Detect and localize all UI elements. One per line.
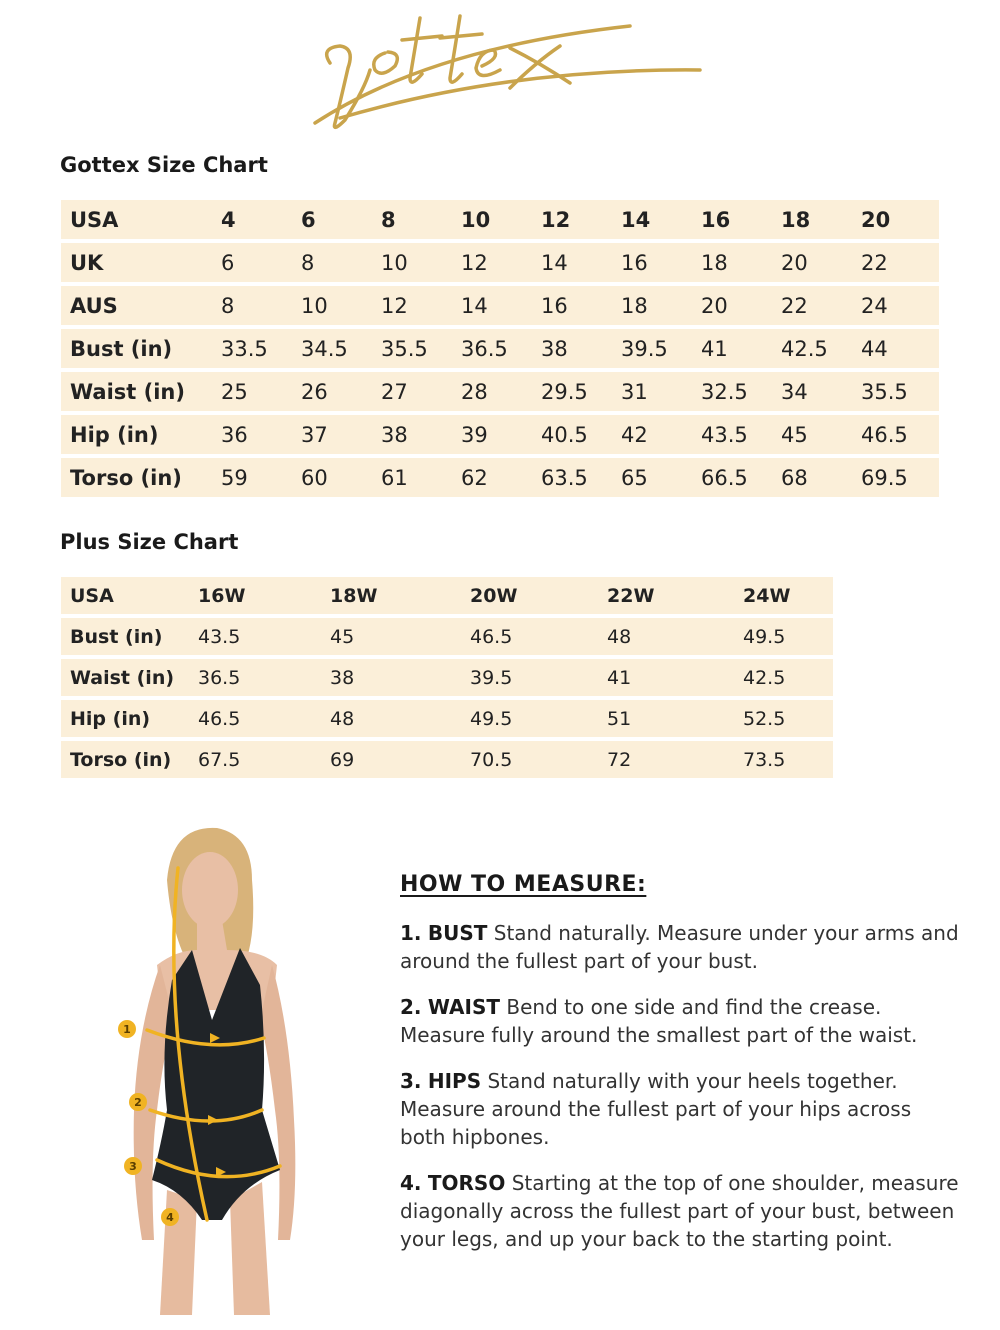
step-heading: WAIST <box>427 995 501 1019</box>
size-chart-table <box>61 196 939 501</box>
marker-4: 4 <box>166 1211 174 1224</box>
table-cell: 49.5 <box>743 618 833 655</box>
table-cell: 8 <box>301 243 381 282</box>
step-number: 2. <box>400 995 422 1019</box>
table-cell: 68 <box>781 458 861 497</box>
table-cell: 24 <box>861 286 939 325</box>
marker-3: 3 <box>129 1160 137 1173</box>
how-to-measure-title: HOW TO MEASURE: <box>400 872 647 897</box>
table-row <box>61 243 939 282</box>
table-cell: 37 <box>301 415 381 454</box>
step-number: 4. <box>400 1171 422 1195</box>
table-cell: 35.5 <box>861 372 939 411</box>
table-cell: 52.5 <box>743 700 833 737</box>
table-row <box>61 329 939 368</box>
table-cell: 69.5 <box>861 458 939 497</box>
table-cell: 46.5 <box>470 618 607 655</box>
table-cell: 4 <box>221 200 301 239</box>
table-cell: 60 <box>301 458 381 497</box>
table-cell: 67.5 <box>198 741 330 778</box>
row-label: Waist (in) <box>61 659 198 696</box>
table-cell: 18 <box>621 286 701 325</box>
table-cell: 46.5 <box>861 415 939 454</box>
table-cell: 41 <box>701 329 781 368</box>
table-cell: 34 <box>781 372 861 411</box>
table-cell: 24W <box>743 577 833 614</box>
step-text: Stand naturally. Measure under your arms and around the fullest part of your bust. <box>400 921 959 973</box>
row-label: Torso (in) <box>61 741 198 778</box>
table-cell: 49.5 <box>470 700 607 737</box>
table-cell: 34.5 <box>301 329 381 368</box>
step-torso <box>400 1169 960 1253</box>
table-cell: 8 <box>221 286 301 325</box>
table-cell: 39.5 <box>470 659 607 696</box>
step-waist <box>400 993 960 1049</box>
step-heading: HIPS <box>427 1069 482 1093</box>
plus-chart-title: Plus Size Chart <box>60 530 239 554</box>
table-cell: 72 <box>607 741 743 778</box>
table-cell: 41 <box>607 659 743 696</box>
gottex-logo <box>310 8 710 138</box>
row-label: UK <box>61 243 221 282</box>
table-cell: 66.5 <box>701 458 781 497</box>
table-cell: 31 <box>621 372 701 411</box>
table-cell: 39.5 <box>621 329 701 368</box>
table-cell: 73.5 <box>743 741 833 778</box>
table-cell: 26 <box>301 372 381 411</box>
row-label: Hip (in) <box>61 700 198 737</box>
table-cell: 16 <box>621 243 701 282</box>
table-cell: 12 <box>541 200 621 239</box>
step-text: Starting at the top of one shoulder, measure diagonally across the fullest part of your bust, between your legs, and up your back to the starting point. <box>400 1171 959 1251</box>
table-cell: 62 <box>461 458 541 497</box>
table-cell: 28 <box>461 372 541 411</box>
row-label: Bust (in) <box>61 329 221 368</box>
table-cell: 20 <box>781 243 861 282</box>
table-cell: 42 <box>621 415 701 454</box>
table-cell: 42.5 <box>781 329 861 368</box>
table-row <box>61 659 833 696</box>
table-cell: 33.5 <box>221 329 301 368</box>
table-cell: 32.5 <box>701 372 781 411</box>
table-cell: 22W <box>607 577 743 614</box>
table-cell: 43.5 <box>198 618 330 655</box>
table-row <box>61 200 939 239</box>
row-label: USA <box>61 200 221 239</box>
table-cell: 14 <box>461 286 541 325</box>
size-chart-title: Gottex Size Chart <box>60 153 268 177</box>
step-heading: TORSO <box>427 1171 506 1195</box>
table-row <box>61 618 833 655</box>
table-cell: 43.5 <box>701 415 781 454</box>
table-cell: 16 <box>701 200 781 239</box>
step-text: Bend to one side and find the crease. Measure fully around the smallest part of the waist. <box>400 995 918 1047</box>
table-cell: 29.5 <box>541 372 621 411</box>
table-cell: 36.5 <box>461 329 541 368</box>
step-hips <box>400 1067 960 1151</box>
table-row <box>61 700 833 737</box>
table-cell: 36 <box>221 415 301 454</box>
table-cell: 12 <box>381 286 461 325</box>
table-row <box>61 415 939 454</box>
row-label: Bust (in) <box>61 618 198 655</box>
table-cell: 18 <box>701 243 781 282</box>
table-cell: 70.5 <box>470 741 607 778</box>
step-number: 1. <box>400 921 422 945</box>
how-to-measure-section <box>400 872 960 1271</box>
table-cell: 22 <box>861 243 939 282</box>
table-cell: 63.5 <box>541 458 621 497</box>
table-cell: 16 <box>541 286 621 325</box>
table-cell: 44 <box>861 329 939 368</box>
table-cell: 12 <box>461 243 541 282</box>
measurement-illustration <box>112 820 312 1315</box>
table-cell: 6 <box>301 200 381 239</box>
table-cell: 46.5 <box>198 700 330 737</box>
row-label: Hip (in) <box>61 415 221 454</box>
step-number: 3. <box>400 1069 422 1093</box>
table-cell: 40.5 <box>541 415 621 454</box>
table-row <box>61 741 833 778</box>
plus-size-chart-table <box>61 573 833 782</box>
row-label: Torso (in) <box>61 458 221 497</box>
table-cell: 38 <box>381 415 461 454</box>
table-cell: 10 <box>381 243 461 282</box>
table-cell: 8 <box>381 200 461 239</box>
table-cell: 39 <box>461 415 541 454</box>
table-cell: 38 <box>541 329 621 368</box>
table-cell: 6 <box>221 243 301 282</box>
row-label: USA <box>61 577 198 614</box>
table-cell: 20 <box>701 286 781 325</box>
table-cell: 27 <box>381 372 461 411</box>
table-cell: 14 <box>541 243 621 282</box>
table-cell: 45 <box>781 415 861 454</box>
table-cell: 38 <box>330 659 470 696</box>
table-cell: 22 <box>781 286 861 325</box>
table-cell: 16W <box>198 577 330 614</box>
table-cell: 35.5 <box>381 329 461 368</box>
table-row <box>61 458 939 497</box>
table-cell: 10 <box>301 286 381 325</box>
table-cell: 20 <box>861 200 939 239</box>
row-label: Waist (in) <box>61 372 221 411</box>
table-cell: 20W <box>470 577 607 614</box>
table-row <box>61 372 939 411</box>
step-heading: BUST <box>427 921 488 945</box>
table-cell: 65 <box>621 458 701 497</box>
table-cell: 36.5 <box>198 659 330 696</box>
table-cell: 18W <box>330 577 470 614</box>
marker-2: 2 <box>134 1096 142 1109</box>
table-cell: 45 <box>330 618 470 655</box>
table-cell: 69 <box>330 741 470 778</box>
table-cell: 61 <box>381 458 461 497</box>
step-text: Stand naturally with your heels together. Measure around the fullest part of your hips across both hipbones. <box>400 1069 912 1149</box>
table-cell: 25 <box>221 372 301 411</box>
table-cell: 42.5 <box>743 659 833 696</box>
table-row <box>61 577 833 614</box>
table-cell: 59 <box>221 458 301 497</box>
table-row <box>61 286 939 325</box>
table-cell: 48 <box>607 618 743 655</box>
table-cell: 14 <box>621 200 701 239</box>
marker-1: 1 <box>123 1023 131 1036</box>
row-label: AUS <box>61 286 221 325</box>
table-cell: 51 <box>607 700 743 737</box>
table-cell: 18 <box>781 200 861 239</box>
table-cell: 48 <box>330 700 470 737</box>
table-cell: 10 <box>461 200 541 239</box>
step-bust <box>400 919 960 975</box>
